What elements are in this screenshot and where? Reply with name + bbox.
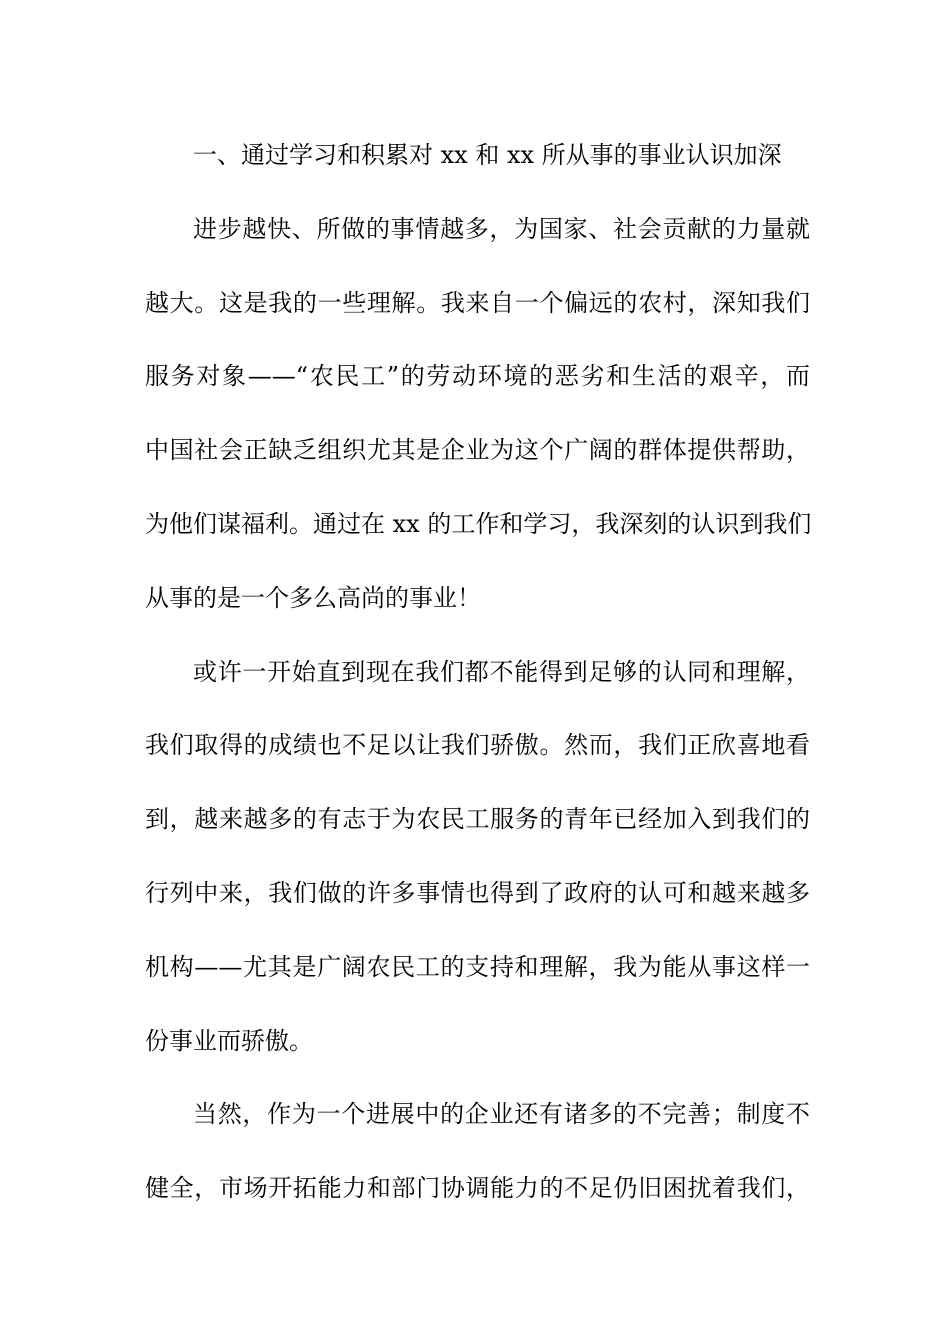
body-line: 从事的是一个多么高尚的事业！: [145, 583, 481, 612]
document-body: [145, 119, 810, 1226]
body-line: 当然，作为一个进展中的企业还有诸多的不完善；制度不: [193, 1100, 810, 1129]
body-line: 服务对象——“农民工”的劳动环境的恶劣和生活的艰辛，而: [145, 362, 810, 391]
body-line: 或许一开始直到现在我们都不能得到足够的认同和理解，: [193, 657, 810, 686]
body-line: 进步越快、所做的事情越多，为国家、社会贡献的力量就: [193, 214, 810, 243]
body-line: 我们取得的成绩也不足以让我们骄傲。然而，我们正欣喜地看: [145, 731, 810, 760]
body-line: 机构——尤其是广阔农民工的支持和理解，我为能从事这样一: [145, 952, 810, 981]
body-line: 份事业而骄傲。: [145, 1026, 313, 1055]
body-line: 越大。这是我的一些理解。我来自一个偏远的农村，深知我们: [145, 288, 810, 317]
body-line: 一、通过学习和积累对 xx 和 xx 所从事的事业认识加深: [193, 141, 782, 169]
body-line: 为他们谋福利。通过在 xx 的工作和学习，我深刻的认识到我们: [145, 509, 812, 538]
body-line: 健全，市场开拓能力和部门协调能力的不足仍旧困扰着我们，: [145, 1174, 810, 1203]
body-line: 到，越来越多的有志于为农民工服务的青年已经加入到我们的: [145, 805, 810, 834]
body-line: 中国社会正缺乏组织尤其是企业为这个广阔的群体提供帮助，: [145, 436, 810, 465]
body-line: 行列中来，我们做的许多事情也得到了政府的认可和越来越多: [145, 878, 810, 907]
